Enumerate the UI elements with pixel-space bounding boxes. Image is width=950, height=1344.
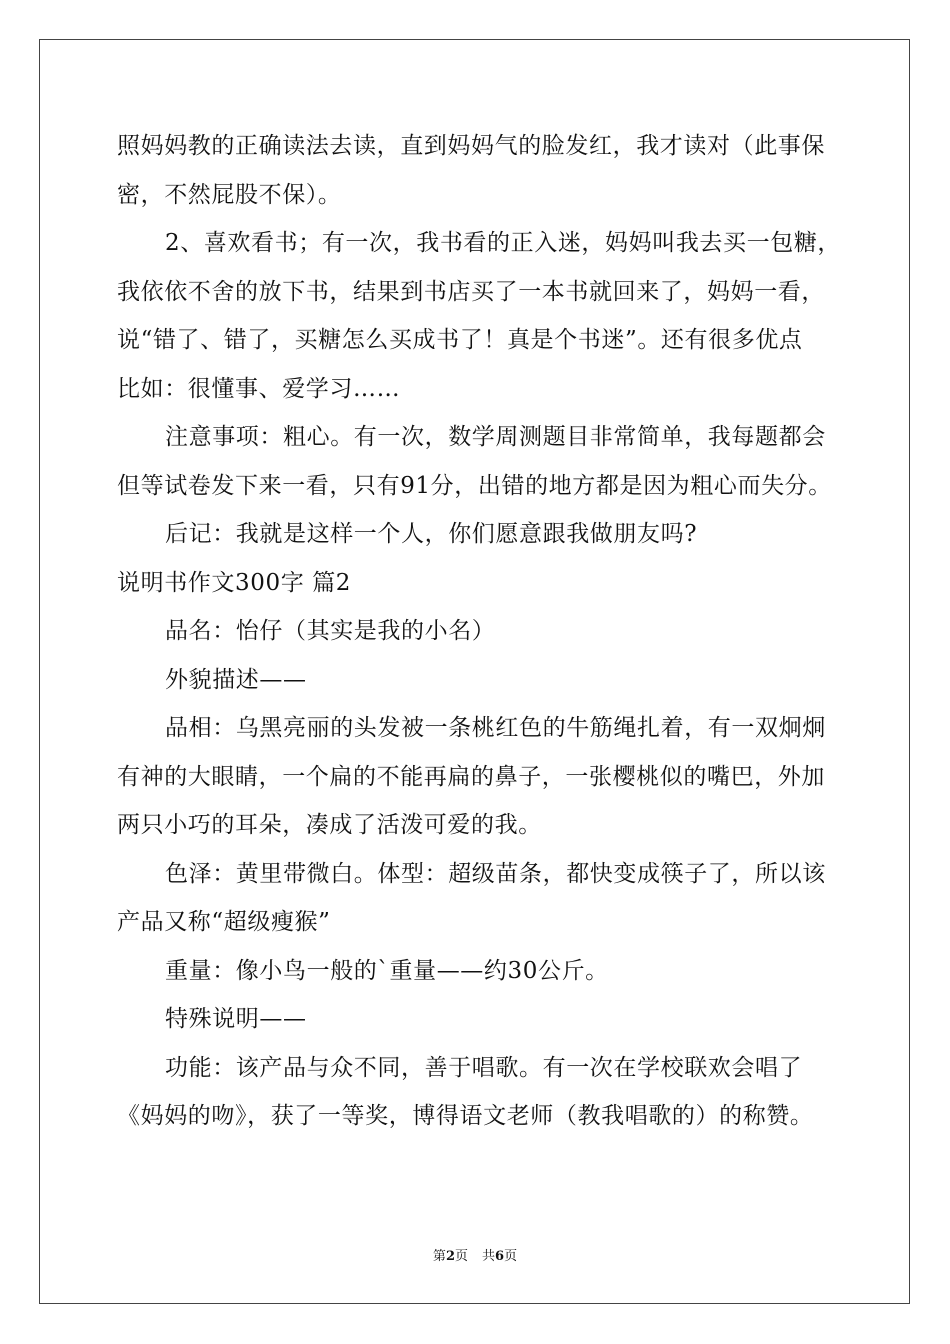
total-prefix: 共: [482, 1249, 496, 1264]
total-suffix: 页: [504, 1249, 518, 1264]
text-line: 功能：该产品与众不同，善于唱歌。有一次在学校联欢会唱了: [165, 1054, 803, 1081]
text-line: 《妈妈的吻》，获了一等奖，博得语文老师（教我唱歌的）的称赞。: [117, 1103, 814, 1129]
text-line: 重量：像小鸟一般的`重量——约30公斤。: [165, 957, 609, 984]
document-body: [117, 122, 842, 1141]
text-line: 照妈妈教的正确读法去读，直到妈妈气的脸发红，我才读对（此事保: [117, 133, 825, 159]
text-line: 有神的大眼睛，一个扁的不能再扁的鼻子，一张樱桃似的嘴巴，外加: [117, 763, 825, 790]
text-line: 特殊说明——: [165, 1006, 307, 1032]
text-line: 品相：乌黑亮丽的头发被一条桃红色的牛筋绳扎着，有一双炯炯: [165, 715, 826, 741]
text-line: 后记：我就是这样一个人，你们愿意跟我做朋友吗?: [165, 521, 698, 547]
text-line: 外貌描述——: [165, 666, 307, 693]
page-footer: [0, 1245, 950, 1264]
text-line: 密，不然屁股不保）。: [117, 181, 342, 208]
text-line: 2、喜欢看书；有一次，我书看的正入迷，妈妈叫我去买一包糖，: [165, 230, 842, 256]
text-line: 色泽：黄里带微白。体型：超级苗条，都快变成筷子了，所以该: [165, 860, 826, 887]
text-line: 说“错了、错了，买糖怎么买成书了！真是个书迷”。还有很多优点: [117, 327, 803, 353]
page-suffix: 页: [454, 1249, 468, 1264]
page-number: 2: [445, 1249, 455, 1264]
text-line: 比如：很懂事、爱学习……: [117, 375, 401, 402]
page-prefix: 第: [432, 1249, 446, 1264]
section-heading: 说明书作文300字 篇2: [117, 569, 352, 596]
total-pages: 6: [495, 1249, 505, 1264]
text-line: 但等试卷发下来一看，只有91分，出错的地方都是因为粗心而失分。: [117, 472, 832, 499]
text-line: 注意事项：粗心。有一次，数学周测题目非常简单，我每题都会: [165, 424, 826, 450]
text-line: 品名：怡仔（其实是我的小名）: [165, 618, 496, 644]
text-line: 产品又称“超级瘦猴”: [117, 909, 331, 935]
text-line: 两只小巧的耳朵，凑成了活泼可爱的我。: [117, 812, 542, 838]
text-line: 我依依不舍的放下书，结果到书店买了一本书就回来了，妈妈一看，: [117, 278, 825, 305]
